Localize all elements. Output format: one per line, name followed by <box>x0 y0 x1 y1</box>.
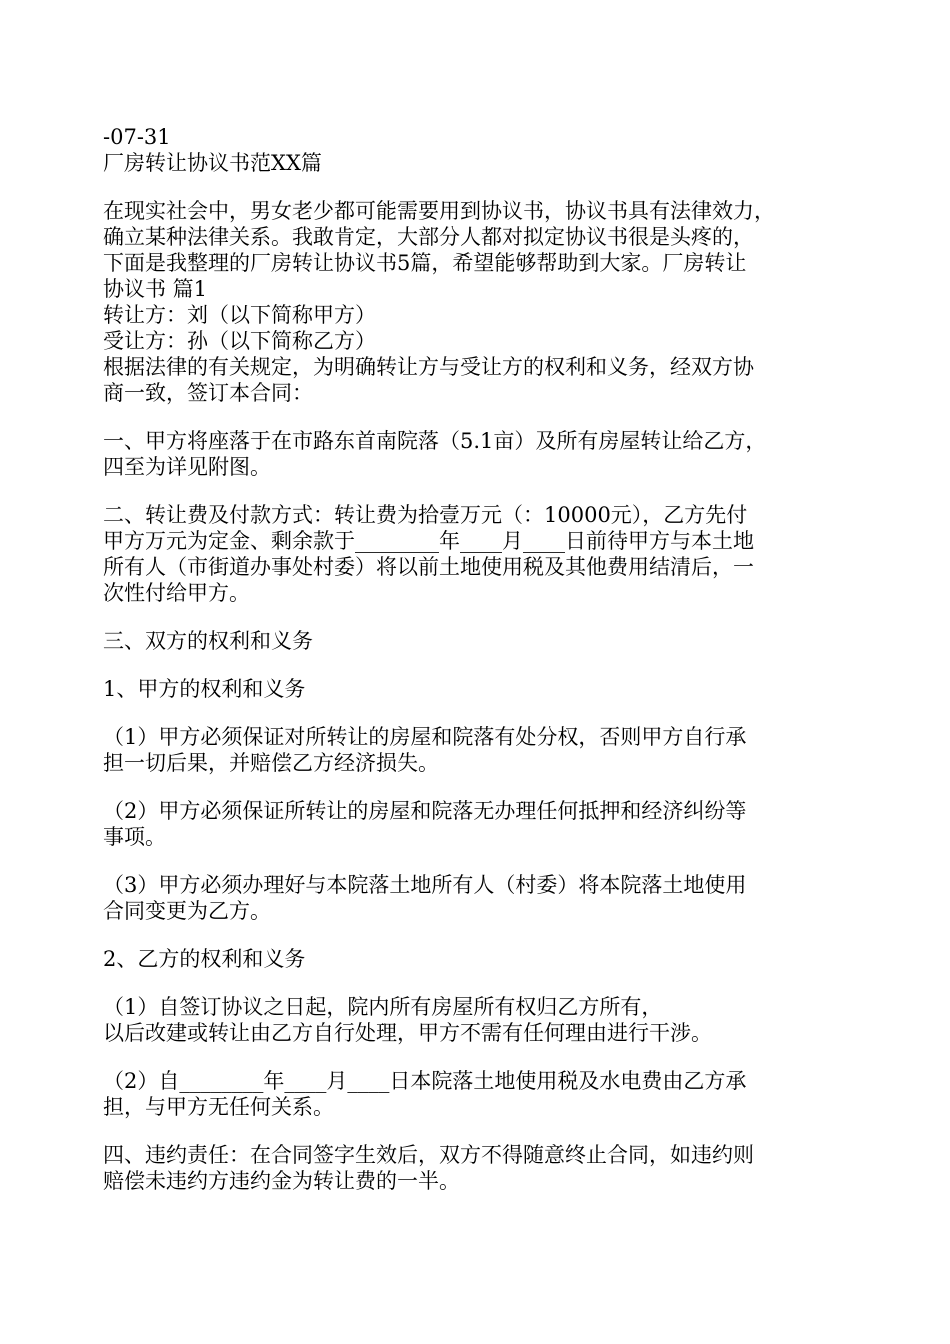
text-line: 合同变更为乙方。 <box>103 899 271 923</box>
text-line: （3）甲方必须办理好与本院落土地所有人（村委）将本院落土地使用 <box>103 873 747 897</box>
party-a-item-1 <box>103 724 863 776</box>
text-line: （1）自签订协议之日起，院内所有房屋所有权归乙方所有， <box>103 995 663 1019</box>
text-line: 四至为详见附图。 <box>103 455 271 479</box>
text-line: （1）甲方必须保证对所转让的房屋和院落有处分权，否则甲方自行承 <box>103 725 747 749</box>
text-line: 赔偿未违约方违约金为转让费的一半。 <box>103 1169 460 1193</box>
transferee-line: 受让方：孙（以下简称乙方） <box>103 329 376 353</box>
text-line: 四、违约责任：在合同签字生效后，双方不得随意终止合同，如违约则 <box>103 1143 754 1167</box>
text-line: 次性付给甲方。 <box>103 581 250 605</box>
text-line: 根据法律的有关规定，为明确转让方与受让方的权利和义务，经双方协 <box>103 355 754 379</box>
paragraph-gap <box>103 406 863 428</box>
paragraph-gap <box>103 972 863 994</box>
text-line: （2）自________年____月____日本院落土地使用税及水电费由乙方承 <box>103 1069 747 1093</box>
document-title: 厂房转让协议书范XX篇 <box>103 151 322 175</box>
paragraph-gap <box>103 924 863 946</box>
clause-1 <box>103 428 863 480</box>
clause-4 <box>103 1142 863 1194</box>
party-b-item-1 <box>103 994 863 1046</box>
text-line: 担，与甲方无任何关系。 <box>103 1095 334 1119</box>
party-a-heading: 1、甲方的权利和义务 <box>103 677 306 701</box>
paragraph-gap <box>103 702 863 724</box>
text-line: 商一致，签订本合同： <box>103 381 313 405</box>
text-line: 以后改建或转让由乙方自行处理，甲方不需有任何理由进行干涉。 <box>103 1021 712 1045</box>
intro-paragraph <box>103 198 863 406</box>
party-a-item-2 <box>103 798 863 850</box>
text-line: 一、甲方将座落于在市路东首南院落（5.1亩）及所有房屋转让给乙方， <box>103 429 767 453</box>
text-line: 所有人（市街道办事处村委）将以前土地使用税及其他费用结清后，一 <box>103 555 754 579</box>
text-line: （2）甲方必须保证所转让的房屋和院落无办理任何抵押和经济纠纷等 <box>103 799 747 823</box>
paragraph-gap <box>103 776 863 798</box>
text-line: 二、转让费及付款方式：转让费为拾壹万元（：10000元），乙方先付 <box>103 503 748 527</box>
paragraph-gap <box>103 654 863 676</box>
text-line: 担一切后果，并赔偿乙方经济损失。 <box>103 751 439 775</box>
paragraph-gap <box>103 850 863 872</box>
paragraph-gap <box>103 1046 863 1068</box>
paragraph-gap <box>103 1120 863 1142</box>
text-line: 在现实社会中，男女老少都可能需要用到协议书，协议书具有法律效力， <box>103 199 775 223</box>
paragraph-gap <box>103 480 863 502</box>
document-body <box>103 124 863 1194</box>
text-line: 下面是我整理的厂房转让协议书5篇，希望能够帮助到大家。厂房转让 <box>103 251 747 275</box>
party-a-item-3 <box>103 872 863 924</box>
text-line: 协议书 篇1 <box>103 277 208 301</box>
clause-3-heading: 三、双方的权利和义务 <box>103 629 313 653</box>
transferor-line: 转让方：刘（以下简称甲方） <box>103 303 376 327</box>
text-line: 事项。 <box>103 825 166 849</box>
document-date: -07-31 <box>103 125 171 149</box>
text-line: 确立某种法律关系。我敢肯定，大部分人都对拟定协议书很是头疼的， <box>103 225 754 249</box>
party-b-heading: 2、乙方的权利和义务 <box>103 947 306 971</box>
paragraph-gap <box>103 176 863 198</box>
paragraph-gap <box>103 606 863 628</box>
party-b-item-2 <box>103 1068 863 1120</box>
clause-2 <box>103 502 863 606</box>
text-line: 甲方万元为定金、剩余款于________年____月____日前待甲方与本土地 <box>103 529 754 553</box>
